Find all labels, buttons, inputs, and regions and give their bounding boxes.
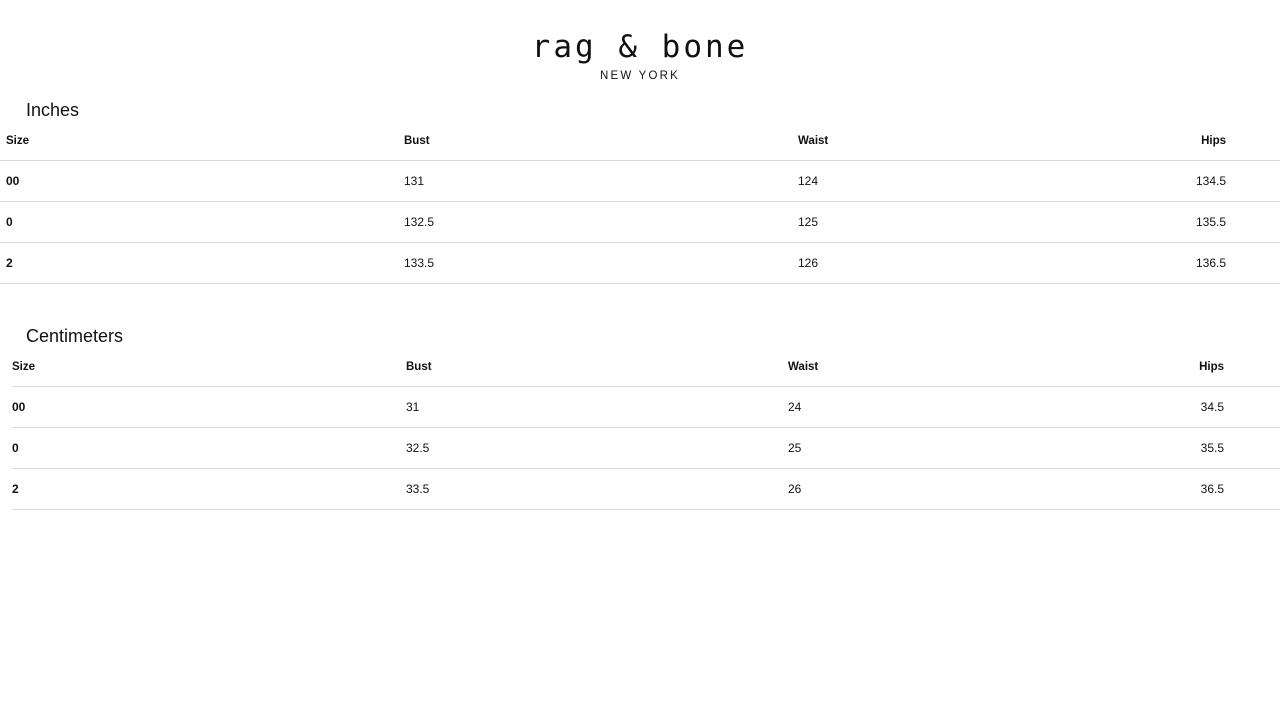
cell-waist: 125 [798, 201, 1188, 242]
column-header-hips: Hips [1174, 361, 1280, 387]
table-row [12, 468, 1280, 509]
cell-hips: 36.5 [1174, 468, 1280, 509]
cell-hips: 136.5 [1188, 242, 1280, 283]
table-header-row [12, 361, 1280, 387]
table-header-row [0, 135, 1280, 161]
size-table-centimeters [12, 361, 1280, 510]
cell-size: 2 [0, 242, 404, 283]
table-row [12, 386, 1280, 427]
cell-bust: 131 [404, 160, 798, 201]
cell-bust: 32.5 [406, 427, 788, 468]
brand-header [0, 0, 1280, 82]
table-row [0, 201, 1280, 242]
column-header-size: Size [12, 361, 406, 387]
table-row [0, 160, 1280, 201]
section-inches [0, 100, 1280, 284]
cell-waist: 24 [788, 386, 1174, 427]
cell-waist: 26 [788, 468, 1174, 509]
column-header-waist: Waist [798, 135, 1188, 161]
brand-subtitle: NEW YORK [599, 69, 680, 82]
cell-waist: 124 [798, 160, 1188, 201]
cell-hips: 34.5 [1174, 386, 1280, 427]
column-header-size: Size [0, 135, 404, 161]
column-header-waist: Waist [788, 361, 1174, 387]
cell-waist: 25 [788, 427, 1174, 468]
cell-bust: 133.5 [404, 242, 798, 283]
section-title-centimeters: Centimeters [26, 325, 124, 346]
size-table-inches [0, 135, 1280, 284]
cell-bust: 33.5 [406, 468, 788, 509]
table-row [12, 427, 1280, 468]
table-row [0, 242, 1280, 283]
cell-size: 2 [12, 468, 406, 509]
cell-waist: 126 [798, 242, 1188, 283]
cell-hips: 35.5 [1174, 427, 1280, 468]
column-header-hips: Hips [1188, 135, 1280, 161]
section-title-inches: Inches [26, 99, 80, 120]
column-header-bust: Bust [406, 361, 788, 387]
cell-bust: 31 [406, 386, 788, 427]
cell-size: 00 [12, 386, 406, 427]
cell-bust: 132.5 [404, 201, 798, 242]
cell-size: 00 [0, 160, 404, 201]
column-header-bust: Bust [404, 135, 798, 161]
section-centimeters [0, 326, 1280, 510]
brand-name: rag & bone [531, 29, 749, 65]
cell-hips: 134.5 [1188, 160, 1280, 201]
cell-size: 0 [0, 201, 404, 242]
section-spacer [0, 284, 1280, 308]
cell-size: 0 [12, 427, 406, 468]
cell-hips: 135.5 [1188, 201, 1280, 242]
